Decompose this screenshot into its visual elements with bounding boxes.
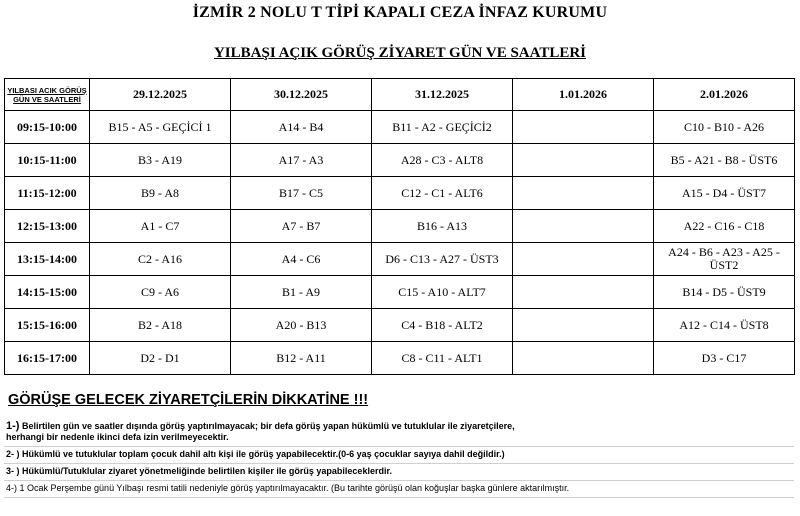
schedule-cell: C12 - C1 - ALT6 [372,177,513,210]
note-text: Hükümlü/Tutuklular ziyaret yönetmeliğinde belirtilen kişiler ile görüş yapabileceklerdir. [22,466,392,476]
schedule-cell: A12 - C14 - ÜST8 [654,309,795,342]
time-slot: 11:15-12:00 [5,177,90,210]
schedule-cell: A28 - C3 - ALT8 [372,144,513,177]
schedule-cell: C10 - B10 - A26 [654,111,795,144]
time-slot: 13:15-14:00 [5,243,90,276]
schedule-cell: B17 - C5 [231,177,372,210]
schedule-cell: B9 - A8 [90,177,231,210]
time-slot: 09:15-10:00 [5,111,90,144]
time-slot: 16:15-17:00 [5,342,90,375]
notes-list [4,419,794,498]
date-header: 30.12.2025 [231,79,372,111]
schedule-cell [513,309,654,342]
schedule-cell: C8 - C11 - ALT1 [372,342,513,375]
schedule-cell [513,243,654,276]
schedule-cell: B12 - A11 [231,342,372,375]
schedule-cell [513,144,654,177]
time-slot: 15:15-16:00 [5,309,90,342]
note-text: Hükümlü ve tutuklular toplam çocuk dahil altı kişi ile görüş yapabilecektir.(0-6 yaş çocuklar sayıya dahil değildir.) [22,449,505,459]
schedule-cell: C4 - B18 - ALT2 [372,309,513,342]
table-row [5,111,795,144]
schedule-cell: B14 - D5 - ÜST9 [654,276,795,309]
note-text: Belirtilen gün ve saatler dışında görüş yaptırılmayacak; bir defa görüş yapan hükümlü ve tutuklular ile ziyaretçilere, [21,421,515,431]
schedule-subtitle: YILBAŞI AÇIK GÖRÜŞ ZİYARET GÜN VE SAATLERİ [213,45,587,61]
schedule-cell [513,342,654,375]
schedule-cell: B5 - A21 - B8 - ÜST6 [654,144,795,177]
schedule-cell [513,111,654,144]
corner-label: YILBASI ACIK GÖRÜŞ GÜN VE SAATLERİ [5,79,90,111]
time-slot: 14:15-15:00 [5,276,90,309]
attention-heading: GÖRÜŞE GELECEK ZİYARETÇİLERİN DİKKATİNE !!! [8,392,369,408]
schedule-cell: A15 - D4 - ÜST7 [654,177,795,210]
schedule-cell: A17 - A3 [231,144,372,177]
note-item [4,419,794,447]
note-number: 3- ) [6,466,20,476]
schedule-cell: B16 - A13 [372,210,513,243]
schedule-cell: B1 - A9 [231,276,372,309]
time-slot: 10:15-11:00 [5,144,90,177]
note-number: 4-) [6,483,17,493]
schedule-cell: A1 - C7 [90,210,231,243]
schedule-cell: B3 - A19 [90,144,231,177]
schedule-cell [513,276,654,309]
schedule-cell: B2 - A18 [90,309,231,342]
schedule-cell: B11 - A2 - GEÇİCİ2 [372,111,513,144]
note-number: 2- ) [6,449,20,459]
institution-title: İZMİR 2 NOLU T TİPİ KAPALI CEZA İNFAZ KURUMU [192,4,608,21]
date-header: 2.01.2026 [654,79,795,111]
schedule-cell: A20 - B13 [231,309,372,342]
table-row [5,342,795,375]
header-row [5,79,795,111]
schedule-cell: C15 - A10 - ALT7 [372,276,513,309]
schedule-cell: A24 - B6 - A23 - A25 - ÜST2 [654,243,795,276]
table-row [5,309,795,342]
schedule-cell [513,177,654,210]
schedule-cell: D3 - C17 [654,342,795,375]
schedule-cell: C9 - A6 [90,276,231,309]
schedule-cell: B15 - A5 - GEÇİCİ 1 [90,111,231,144]
table-row [5,276,795,309]
schedule-cell: A14 - B4 [231,111,372,144]
note-number: 1-) [6,420,20,432]
note-item [4,464,794,481]
time-slot: 12:15-13:00 [5,210,90,243]
note-item [4,447,794,464]
note-text-continued: herhangi bir nedenle ikinci defa izin verilmeyecektir. [6,432,229,442]
schedule-cell: A22 - C16 - C18 [654,210,795,243]
visit-schedule-table [4,78,795,375]
schedule-cell: D6 - C13 - A27 - ÜST3 [372,243,513,276]
date-header: 1.01.2026 [513,79,654,111]
table-row [5,243,795,276]
date-header: 31.12.2025 [372,79,513,111]
table-row [5,144,795,177]
note-text: 1 Ocak Perşembe günü Yılbaşı resmi tatili nedeniyle görüş yaptırılmayacaktır. (Bu tarihte görüşü olan koğuşlar başka günlere aktarılmıştır. [19,483,570,493]
note-item [4,481,794,498]
schedule-cell: A7 - B7 [231,210,372,243]
date-header: 29.12.2025 [90,79,231,111]
schedule-cell: D2 - D1 [90,342,231,375]
schedule-cell [513,210,654,243]
table-row [5,210,795,243]
table-row [5,177,795,210]
schedule-cell: A4 - C6 [231,243,372,276]
schedule-cell: C2 - A16 [90,243,231,276]
